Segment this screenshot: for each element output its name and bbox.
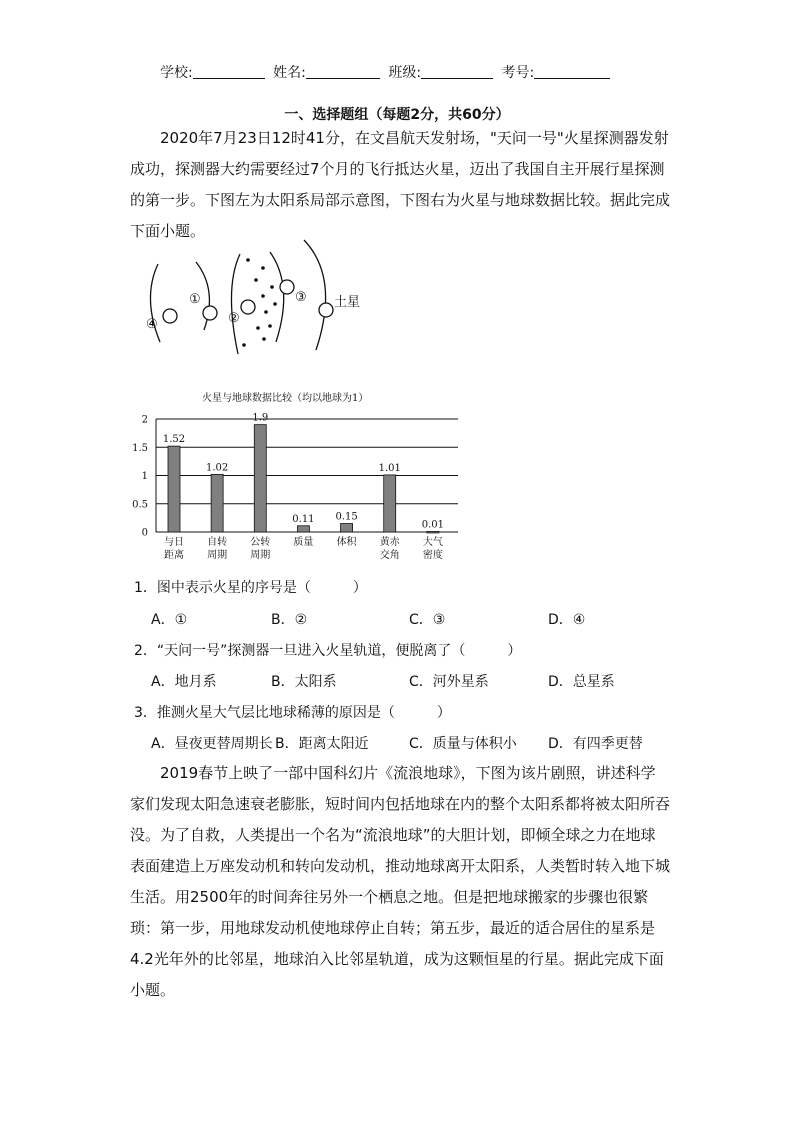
diagram-label-1: ① bbox=[189, 292, 201, 307]
exam-number-label: 考号: bbox=[501, 65, 535, 81]
exam-number-blank bbox=[534, 64, 610, 79]
planet-circle bbox=[280, 280, 294, 294]
q1-option-c[interactable]: C．③ bbox=[409, 612, 446, 628]
q2-option-c[interactable]: C．河外星系 bbox=[409, 674, 489, 690]
planet-circle bbox=[241, 300, 255, 314]
x-category-label: 自转 bbox=[207, 537, 228, 548]
bar-value-label: 0.15 bbox=[335, 511, 358, 523]
asteroid-dot bbox=[254, 278, 258, 282]
orbit-line bbox=[231, 254, 240, 354]
q1-option-d[interactable]: D．④ bbox=[548, 612, 586, 628]
chart-bar bbox=[297, 526, 309, 532]
x-category-label: 交角 bbox=[379, 550, 400, 561]
x-category-label: 黄赤 bbox=[379, 537, 400, 548]
q3-option-d[interactable]: D．有四季更替 bbox=[548, 736, 643, 752]
y-tick-label: 0 bbox=[141, 527, 148, 539]
orbit-line bbox=[304, 240, 326, 350]
y-tick-label: 1.5 bbox=[132, 442, 148, 454]
x-category-label: 质量 bbox=[293, 537, 314, 548]
q1-option-b[interactable]: B．② bbox=[271, 612, 308, 628]
solar-system-diagram bbox=[130, 238, 390, 366]
class-label: 班级: bbox=[388, 65, 422, 81]
diagram-label-2: ② bbox=[228, 311, 240, 326]
y-tick-label: 0.5 bbox=[132, 499, 148, 511]
asteroid-dot bbox=[273, 302, 277, 306]
orbit-line bbox=[270, 252, 284, 342]
x-category-label: 大气 bbox=[422, 537, 443, 548]
asteroid-dot bbox=[262, 337, 266, 341]
q3-option-b[interactable]: B．距离太阳近 bbox=[275, 736, 369, 752]
asteroid-dot bbox=[261, 266, 265, 270]
asteroid-dot bbox=[256, 326, 260, 330]
bar-value-label: 0.01 bbox=[421, 519, 444, 531]
name-blank bbox=[306, 64, 380, 79]
chart-bar bbox=[427, 531, 439, 533]
asteroid-dot bbox=[270, 285, 274, 289]
x-category-label: 公转 bbox=[250, 537, 271, 548]
chart-bar bbox=[168, 446, 180, 532]
question-1-stem: 1．图中表示火星的序号是（ ） bbox=[134, 580, 367, 596]
diagram-label-4: ④ bbox=[146, 317, 158, 332]
bar-value-label: 0.11 bbox=[292, 513, 315, 525]
passage-1: 2020年7月23日12时41分，在文昌航天发射场，"天问一号"火星探测器发射成功，探测器大约需要经过7个月的飞行抵达火星，迈出了我国自主开展行星探测的第一步。下图左为太阳系局部示意图，下图右为火星与地球数据比较。据此完成下面小题。 bbox=[130, 129, 671, 240]
chart-bar bbox=[341, 524, 353, 532]
passage-2: 2019春节上映了一部中国科幻片《流浪地球》，下图为该片剧照，讲述科学家们发现太阳急速衰老膨胀，短时间内包括地球在内的整个太阳系都将被太阳所吞没。为了自救，人类提出一个名为“流浪地球”的大胆计划，即倾全球之力在地球表面建造上万座发动机和转向发动机，推动地球离开太阳系，人类暂时转入地下城生活。用2500年的时间奔往另外一个栖息之地。但是把地球搬家的步骤也很繁琐：第一步，用地球发动机使地球停止自转；第五步，最近的适合居住的星系是4.2光年外的比邻星，地球泊入比邻星轨道，成为这颗恒星的行星。据此完成下面小题。 bbox=[130, 764, 671, 999]
q2-option-d[interactable]: D．总星系 bbox=[548, 674, 615, 690]
asteroid-dot bbox=[261, 294, 265, 298]
exam-header bbox=[160, 62, 614, 82]
x-category-label: 距离 bbox=[164, 550, 184, 561]
asteroid-dot bbox=[242, 343, 246, 347]
x-category-label: 密度 bbox=[422, 550, 443, 561]
chart-bar bbox=[384, 475, 396, 532]
class-blank bbox=[421, 64, 493, 79]
question-3-stem: 3．推测火星大气层比地球稀薄的原因是（ ） bbox=[134, 705, 451, 721]
chart-bar bbox=[254, 425, 266, 532]
asteroid-dot bbox=[246, 258, 250, 262]
q3-option-a[interactable]: A．昼夜更替周期长 bbox=[151, 736, 273, 752]
question-2-stem: 2．“天问一号”探测器一旦进入火星轨道，便脱离了（ ） bbox=[134, 643, 522, 659]
mars-earth-bar-chart bbox=[126, 404, 466, 564]
x-category-label: 周期 bbox=[250, 550, 271, 561]
x-category-label: 与日 bbox=[164, 537, 184, 548]
section-title: 一、选择题组（每题2分，共60分） bbox=[284, 107, 510, 123]
bar-value-label: 1.02 bbox=[206, 462, 229, 474]
x-category-label: 体积 bbox=[336, 537, 357, 548]
q2-option-a[interactable]: A．地月系 bbox=[151, 674, 217, 690]
school-label: 学校: bbox=[160, 65, 193, 81]
x-category-label: 周期 bbox=[207, 550, 228, 561]
q2-option-b[interactable]: B．太阳系 bbox=[271, 674, 337, 690]
diagram-label-saturn: 土星 bbox=[334, 295, 361, 310]
y-tick-label: 2 bbox=[141, 414, 148, 426]
chart-title: 火星与地球数据比较（均以地球为1） bbox=[202, 393, 369, 404]
chart-bar bbox=[211, 474, 223, 532]
y-tick-label: 1 bbox=[141, 471, 148, 482]
saturn-circle bbox=[319, 303, 333, 317]
bar-value-label: 1.9 bbox=[252, 412, 269, 424]
asteroid-dot bbox=[268, 324, 272, 328]
name-label: 姓名: bbox=[273, 65, 306, 81]
bar-value-label: 1.01 bbox=[378, 462, 401, 474]
bar-value-label: 1.52 bbox=[162, 434, 186, 446]
q1-option-a[interactable]: A．① bbox=[151, 612, 188, 628]
q3-option-c[interactable]: C．质量与体积小 bbox=[409, 736, 517, 752]
diagram-label-3: ③ bbox=[295, 290, 307, 305]
planet-circle bbox=[203, 306, 217, 320]
school-blank bbox=[193, 64, 265, 79]
asteroid-dot bbox=[264, 310, 268, 314]
planet-circle bbox=[163, 309, 177, 323]
